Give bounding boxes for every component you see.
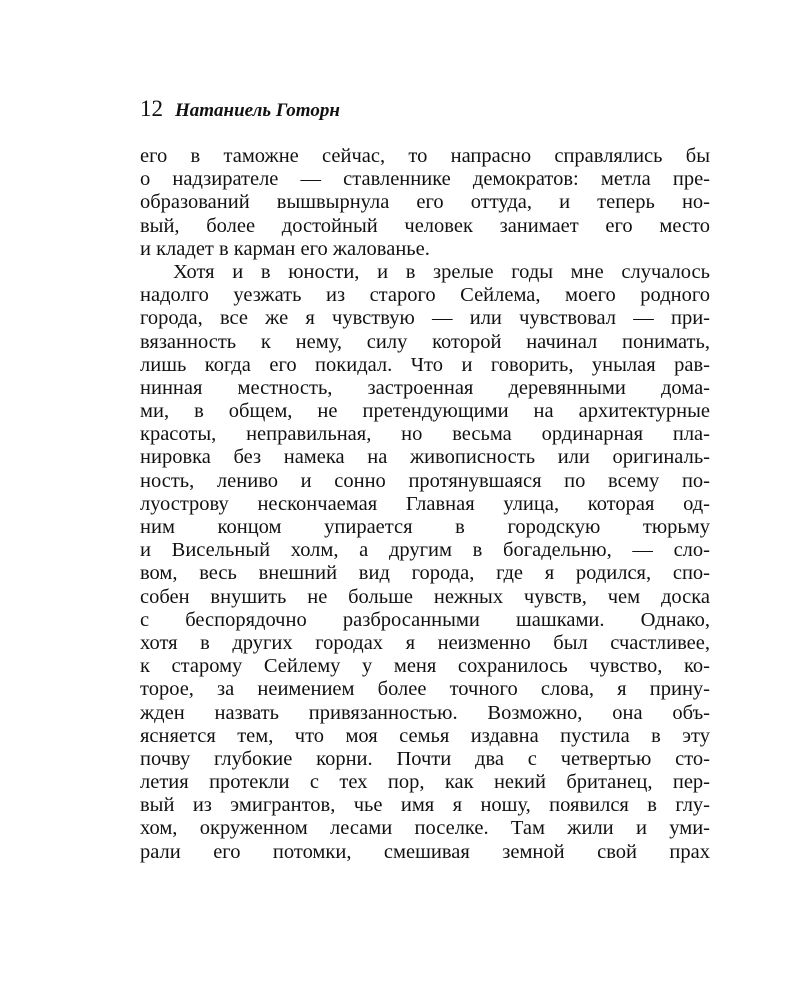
text-line: торое, за неимением более точного слова, я прину- [140, 678, 710, 701]
text-line: жден назвать привязанностью. Возможно, она объ- [140, 701, 710, 724]
body-text [140, 145, 710, 864]
text-line: вый, более достойный человек занимает его место [140, 214, 710, 237]
page-number: 12 [140, 96, 163, 121]
text-line: его в таможне сейчас, то напрасно справлялись бы [140, 145, 710, 167]
text-line: к старому Сейлему у меня сохранилось чувство, ко- [140, 655, 710, 678]
text-line: ним концом упирается в городскую тюрьму [140, 516, 710, 538]
text-line: нировка без намека на живописность или оригиналь- [140, 446, 710, 469]
running-head-author: Натаниель Готорн [175, 100, 340, 121]
text-line: почву глубокие корни. Почти два с четвертью сто- [140, 747, 710, 770]
text-line: образований вышвырнула его оттуда, и теперь но- [140, 191, 710, 214]
text-line: вый из эмигрантов, чье имя я ношу, появился в глу- [140, 794, 710, 817]
text-line: луострову нескончаемая Главная улица, которая од- [140, 492, 710, 515]
text-line: хом, окруженном лесами поселке. Там жили и уми- [140, 817, 710, 840]
text-line: лишь когда его покидал. Что и говорить, унылая рав- [140, 353, 710, 376]
text-line: нинная местность, застроенная деревянными дома- [140, 376, 710, 399]
text-line: собен внушить не больше нежных чувств, чем доска [140, 585, 710, 608]
text-line: вом, весь внешний вид города, где я родился, спо- [140, 562, 710, 585]
text-line: ми, в общем, не претендующими на архитектурные [140, 400, 710, 423]
text-line: вязанность к нему, силу которой начинал понимать, [140, 330, 710, 353]
text-line: хотя в других городах я неизменно был счастливее, [140, 631, 710, 654]
text-line: рали его потомки, смешивая земной свой прах [140, 840, 710, 863]
text-line: о надзирателе — ставленнике демократов: метла пре- [140, 168, 710, 191]
text-line: с беспорядочно разбросанными шашками. Однако, [140, 608, 710, 631]
text-line: надолго уезжать из старого Сейлема, моего родного [140, 284, 710, 307]
running-head [140, 94, 340, 124]
text-line: Хотя и в юности, и в зрелые годы мне случалось [173, 260, 710, 283]
text-line: и Висельный холм, а другим в богадельню, — сло- [140, 539, 710, 562]
text-line: красоты, неправильная, но весьма ординарная пла- [140, 423, 710, 446]
text-line: и кладет в карман его жалованье. [140, 237, 430, 260]
text-line: города, все же я чувствую — или чувствовал — при- [140, 307, 710, 330]
text-line: ясняется тем, что моя семья издавна пустила в эту [140, 724, 710, 747]
text-line: летия протекли с тех пор, как некий британец, пер- [140, 771, 710, 794]
text-line: ность, лениво и сонно протянувшаяся по всему по- [140, 469, 710, 492]
